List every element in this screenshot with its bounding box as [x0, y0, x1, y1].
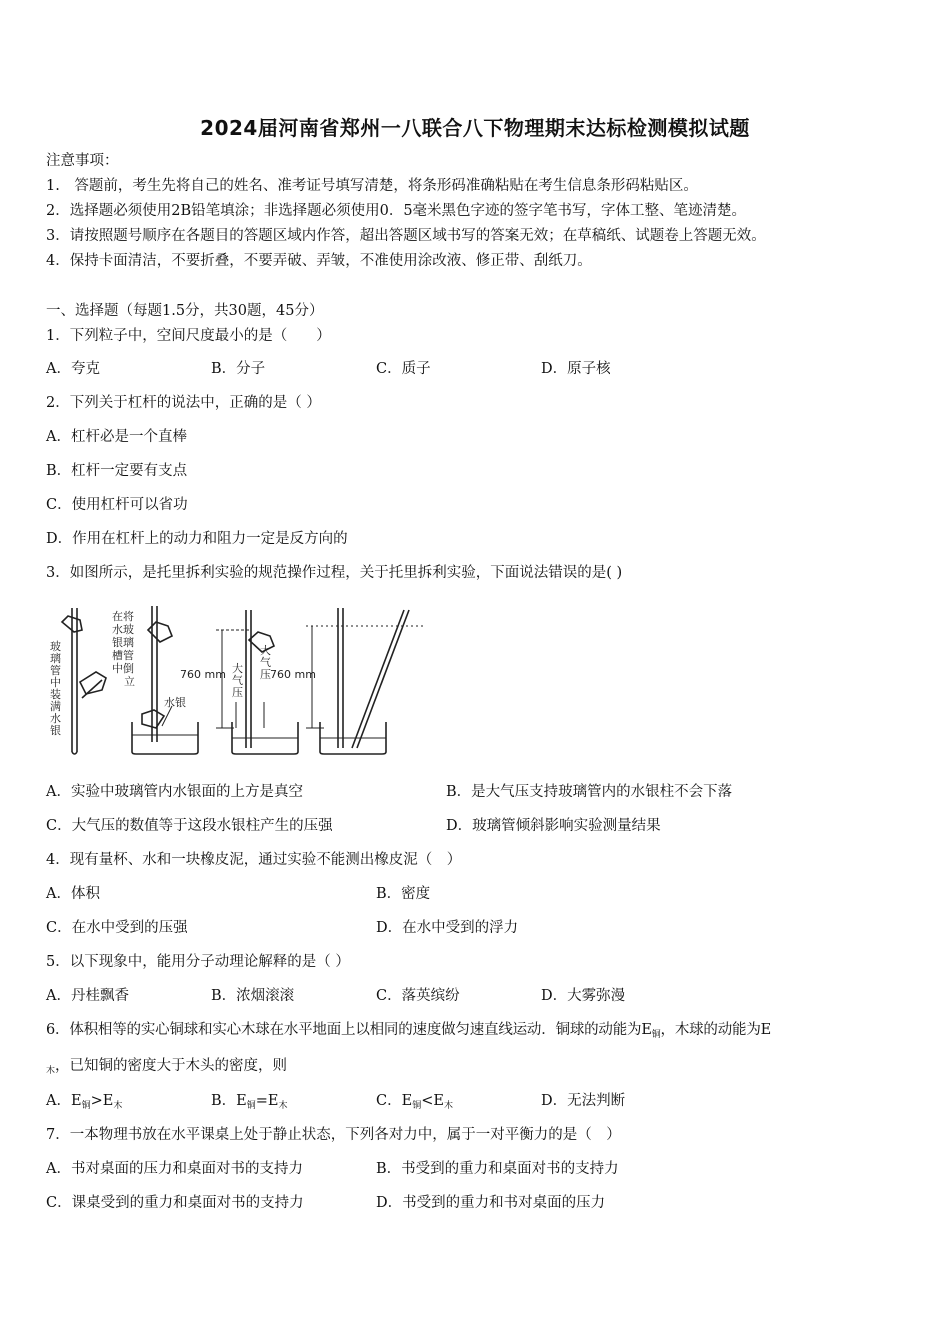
- q6-sub-wood: 木: [46, 1066, 56, 1076]
- tilted-tube-wall: [357, 610, 409, 748]
- q3-option-b: B．是大气压支持玻璃管内的水银柱不会下落: [446, 784, 733, 800]
- q6-stem-part1: 6．体积相等的实心铜球和实心木球在水平地面上以相同的速度做匀速直线运动．铜球的动能为E: [46, 1022, 652, 1038]
- q4-option-b: B．密度: [376, 886, 431, 902]
- q2-option-c: C．使用杠杆可以省功: [46, 497, 188, 513]
- q6-option-d: D．无法判断: [541, 1093, 626, 1109]
- notice-item: 1. 答题前，考生先将自己的姓名、准考证号填写清楚，将条形码准确粘贴在考生信息条形码粘贴区。: [46, 178, 698, 194]
- q4-option-c: C．在水中受到的压强: [46, 920, 188, 936]
- q6-option-b: B．$E_铜=E_木$: [211, 1093, 288, 1111]
- pressure-label-1: 大气压: [232, 662, 243, 699]
- q5-option-b: B．浓烟滚滚: [211, 988, 295, 1004]
- question-7-stem: 7．一本物理书放在水平课桌上处于静止状态，下列各对力中，属于一对平衡力的是（ ）: [46, 1127, 621, 1143]
- hand-pour-1: [80, 672, 106, 694]
- q3-option-d: D．玻璃管倾斜影响实验测量结果: [446, 818, 661, 834]
- question-4-stem: 4．现有量杯、水和一块橡皮泥，通过实验不能测出橡皮泥（ ）: [46, 852, 462, 868]
- page-title: 2024届河南省郑州一八联合八下物理期末达标检测模拟试题: [200, 116, 750, 140]
- q3-option-a: A．实验中玻璃管内水银面的上方是真空: [46, 784, 303, 800]
- question-1-stem: 1．下列粒子中，空间尺度最小的是（ ）: [46, 328, 331, 344]
- pour-stream: [82, 680, 102, 698]
- q7-option-c: C．课桌受到的重力和桌面对书的支持力: [46, 1195, 304, 1211]
- q5-option-c: C．落英缤纷: [376, 988, 460, 1004]
- q6-stem-part3: ，已知铜的密度大于木头的密度，则: [55, 1058, 288, 1074]
- question-2-stem: 2．下列关于杠杆的说法中，正确的是（ ）: [46, 395, 321, 411]
- question-6-stem: [46, 1020, 771, 1045]
- torricelli-experiment-figure: [44, 602, 444, 772]
- notice-heading: 注意事项：: [46, 153, 119, 169]
- fill-label: 玻璃管中装满水银: [50, 640, 61, 737]
- question-3-stem: 3．如图所示，是托里拆利实验的规范操作过程，关于托里拆利实验，下面说法错误的是( ): [46, 565, 623, 581]
- q1-option-a: A．夸克: [46, 361, 100, 377]
- tilted-tube: [352, 610, 404, 748]
- q2-option-a: A．杠杆必是一个直棒: [46, 429, 187, 445]
- q5-option-a: A．丹桂飘香: [46, 988, 129, 1004]
- glass-tube-1-bottom: [72, 752, 77, 754]
- height-label-2: 760 mm: [270, 668, 316, 681]
- pressure-label-2: 大气压: [260, 644, 271, 681]
- q1-option-d: D．原子核: [541, 361, 611, 377]
- q4-option-d: D．在水中受到的浮力: [376, 920, 519, 936]
- invert-label: 在将水玻银璃槽管中倒立: [112, 610, 135, 688]
- notice-item: 3．请按照题号顺序在各题目的答题区域内作答，超出答题区域书写的答案无效；在草稿纸、试题卷上答题无效。: [46, 228, 766, 244]
- q7-option-b: B．书受到的重力和桌面对书的支持力: [376, 1161, 619, 1177]
- section-heading: 一、选择题（每题1.5分，共30题，45分）: [46, 303, 324, 319]
- mercury-label: 水银: [164, 696, 186, 709]
- q6-stem-part2: ，木球的动能为E: [660, 1022, 772, 1038]
- notice-item: 2．选择题必须使用2B铅笔填涂；非选择题必须使用0．5毫米黑色字迹的签字笔书写，字体工整、笔迹清楚。: [46, 203, 747, 219]
- q6-option-c: C．$E_铜<E_木$: [376, 1093, 453, 1111]
- q3-option-c: C．大气压的数值等于这段水银柱产生的压强: [46, 818, 333, 834]
- q7-option-d: D．书受到的重力和书对桌面的压力: [376, 1195, 606, 1211]
- q2-option-d: D．作用在杠杆上的动力和阻力一定是反方向的: [46, 531, 348, 547]
- question-5-stem: 5．以下现象中，能用分子动理论解释的是（ ）: [46, 954, 350, 970]
- q1-option-b: B．分子: [211, 361, 266, 377]
- mercury-trough-1: [132, 722, 198, 754]
- q7-option-a: A．书对桌面的压力和桌面对书的支持力: [46, 1161, 303, 1177]
- q5-option-d: D．大雾弥漫: [541, 988, 626, 1004]
- q2-option-b: B．杠杆一定要有支点: [46, 463, 188, 479]
- hand-bottom-2: [142, 710, 164, 728]
- q1-option-c: C．质子: [376, 361, 431, 377]
- q6-option-a: A．$E_铜>E_木$: [46, 1093, 123, 1111]
- q6-sub-copper: 铜: [651, 1030, 661, 1040]
- question-6-stem-cont: [46, 1056, 287, 1081]
- notice-item: 4．保持卡面清洁，不要折叠，不要弄破、弄皱，不准使用涂改液、修正带、刮纸刀。: [46, 253, 592, 269]
- q4-option-a: A．体积: [46, 886, 100, 902]
- height-label-1: 760 mm: [180, 668, 226, 681]
